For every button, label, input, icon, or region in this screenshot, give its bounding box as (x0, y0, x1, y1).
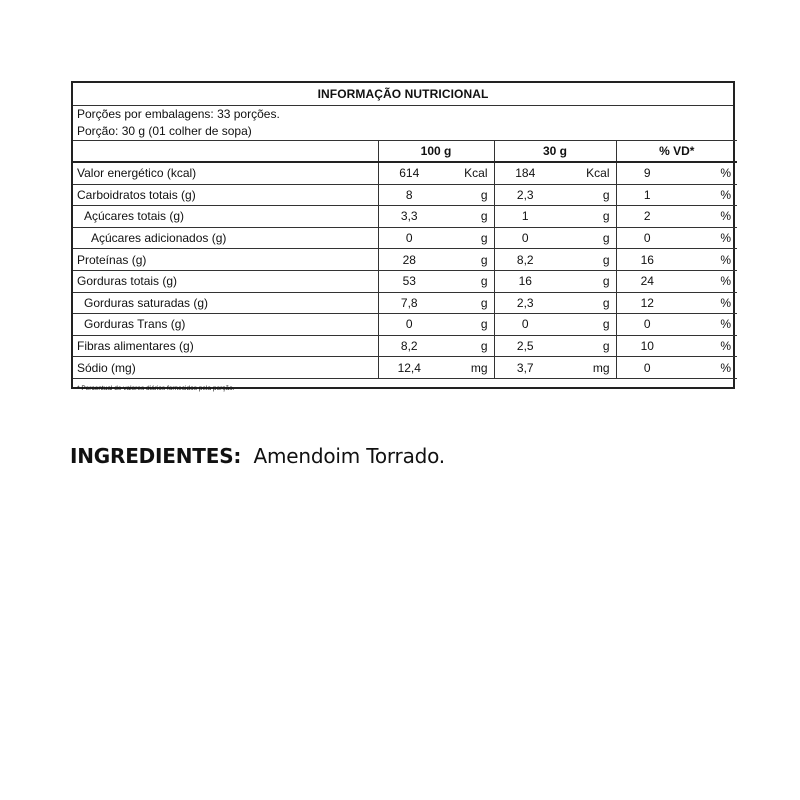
unit-30g: g (556, 314, 616, 336)
nutrition-facts-panel (71, 81, 735, 392)
unit-vd: % (678, 335, 737, 357)
unit-100g: g (440, 227, 494, 249)
unit-vd: % (678, 184, 737, 206)
value-100g: 0 (378, 227, 440, 249)
table-row (73, 184, 737, 206)
unit-vd: % (678, 227, 737, 249)
table-row (73, 206, 737, 228)
unit-30g: g (556, 249, 616, 271)
header-vd: % VD* (616, 141, 737, 163)
value-vd: 1 (616, 184, 678, 206)
value-30g: 0 (494, 227, 556, 249)
servings-per-package: Porções por embalagens: 33 porções. (77, 107, 280, 121)
unit-100g: g (440, 335, 494, 357)
header-name-cell (73, 141, 378, 163)
unit-100g: g (440, 249, 494, 271)
value-30g: 2,5 (494, 335, 556, 357)
unit-30g: mg (556, 357, 616, 379)
value-vd: 2 (616, 206, 678, 228)
unit-30g: g (556, 335, 616, 357)
unit-30g: g (556, 270, 616, 292)
unit-30g: Kcal (556, 162, 616, 184)
nutrient-name: Fibras alimentares (g) (73, 335, 378, 357)
table-row (73, 292, 737, 314)
table-row (73, 270, 737, 292)
table-header-row (73, 141, 737, 163)
value-30g: 16 (494, 270, 556, 292)
unit-100g: g (440, 314, 494, 336)
value-vd: 16 (616, 249, 678, 271)
unit-30g: g (556, 227, 616, 249)
unit-vd: % (678, 270, 737, 292)
unit-100g: mg (440, 357, 494, 379)
value-100g: 28 (378, 249, 440, 271)
unit-vd: % (678, 314, 737, 336)
value-30g: 2,3 (494, 184, 556, 206)
value-100g: 53 (378, 270, 440, 292)
unit-vd: % (678, 206, 737, 228)
value-100g: 0 (378, 314, 440, 336)
value-30g: 2,3 (494, 292, 556, 314)
value-vd: 12 (616, 292, 678, 314)
unit-30g: g (556, 184, 616, 206)
ingredients-label: INGREDIENTES: (70, 444, 242, 468)
header-100g: 100 g (378, 141, 494, 163)
value-vd: 0 (616, 227, 678, 249)
nutrient-name: Gorduras totais (g) (73, 270, 378, 292)
value-30g: 8,2 (494, 249, 556, 271)
nutrient-name: Proteínas (g) (73, 249, 378, 271)
nutrient-name: Valor energético (kcal) (73, 162, 378, 184)
nutrient-name: Açúcares totais (g) (73, 206, 378, 228)
table-row (73, 335, 737, 357)
nutrient-name: Sódio (mg) (73, 357, 378, 379)
nutrient-name: Gorduras saturadas (g) (73, 292, 378, 314)
value-30g: 184 (494, 162, 556, 184)
unit-100g: Kcal (440, 162, 494, 184)
value-100g: 3,3 (378, 206, 440, 228)
footnote: * Percentual de valores diários fornecidos pela porção. (77, 384, 235, 392)
value-30g: 3,7 (494, 357, 556, 379)
value-100g: 7,8 (378, 292, 440, 314)
value-100g: 8 (378, 184, 440, 206)
unit-100g: g (440, 184, 494, 206)
table-row (73, 314, 737, 336)
unit-100g: g (440, 270, 494, 292)
unit-vd: % (678, 249, 737, 271)
table-row (73, 249, 737, 271)
nutrient-name: Açúcares adicionados (g) (73, 227, 378, 249)
nutrition-title: INFORMAÇÃO NUTRICIONAL (73, 83, 733, 106)
unit-vd: % (678, 162, 737, 184)
value-vd: 0 (616, 357, 678, 379)
nutrient-name: Carboidratos totais (g) (73, 184, 378, 206)
value-vd: 24 (616, 270, 678, 292)
unit-vd: % (678, 292, 737, 314)
serving-size: Porção: 30 g (01 colher de sopa) (77, 124, 252, 138)
value-100g: 12,4 (378, 357, 440, 379)
header-30g: 30 g (494, 141, 616, 163)
value-100g: 8,2 (378, 335, 440, 357)
table-row (73, 227, 737, 249)
unit-30g: g (556, 292, 616, 314)
value-100g: 614 (378, 162, 440, 184)
nutrition-table (73, 140, 737, 379)
unit-vd: % (678, 357, 737, 379)
value-30g: 0 (494, 314, 556, 336)
unit-100g: g (440, 206, 494, 228)
table-row (73, 162, 737, 184)
ingredients-line (70, 444, 445, 468)
ingredients-text: Amendoim Torrado. (253, 444, 445, 468)
value-vd: 0 (616, 314, 678, 336)
unit-100g: g (440, 292, 494, 314)
table-row (73, 357, 737, 379)
nutrient-name: Gorduras Trans (g) (73, 314, 378, 336)
value-vd: 9 (616, 162, 678, 184)
value-vd: 10 (616, 335, 678, 357)
value-30g: 1 (494, 206, 556, 228)
unit-30g: g (556, 206, 616, 228)
